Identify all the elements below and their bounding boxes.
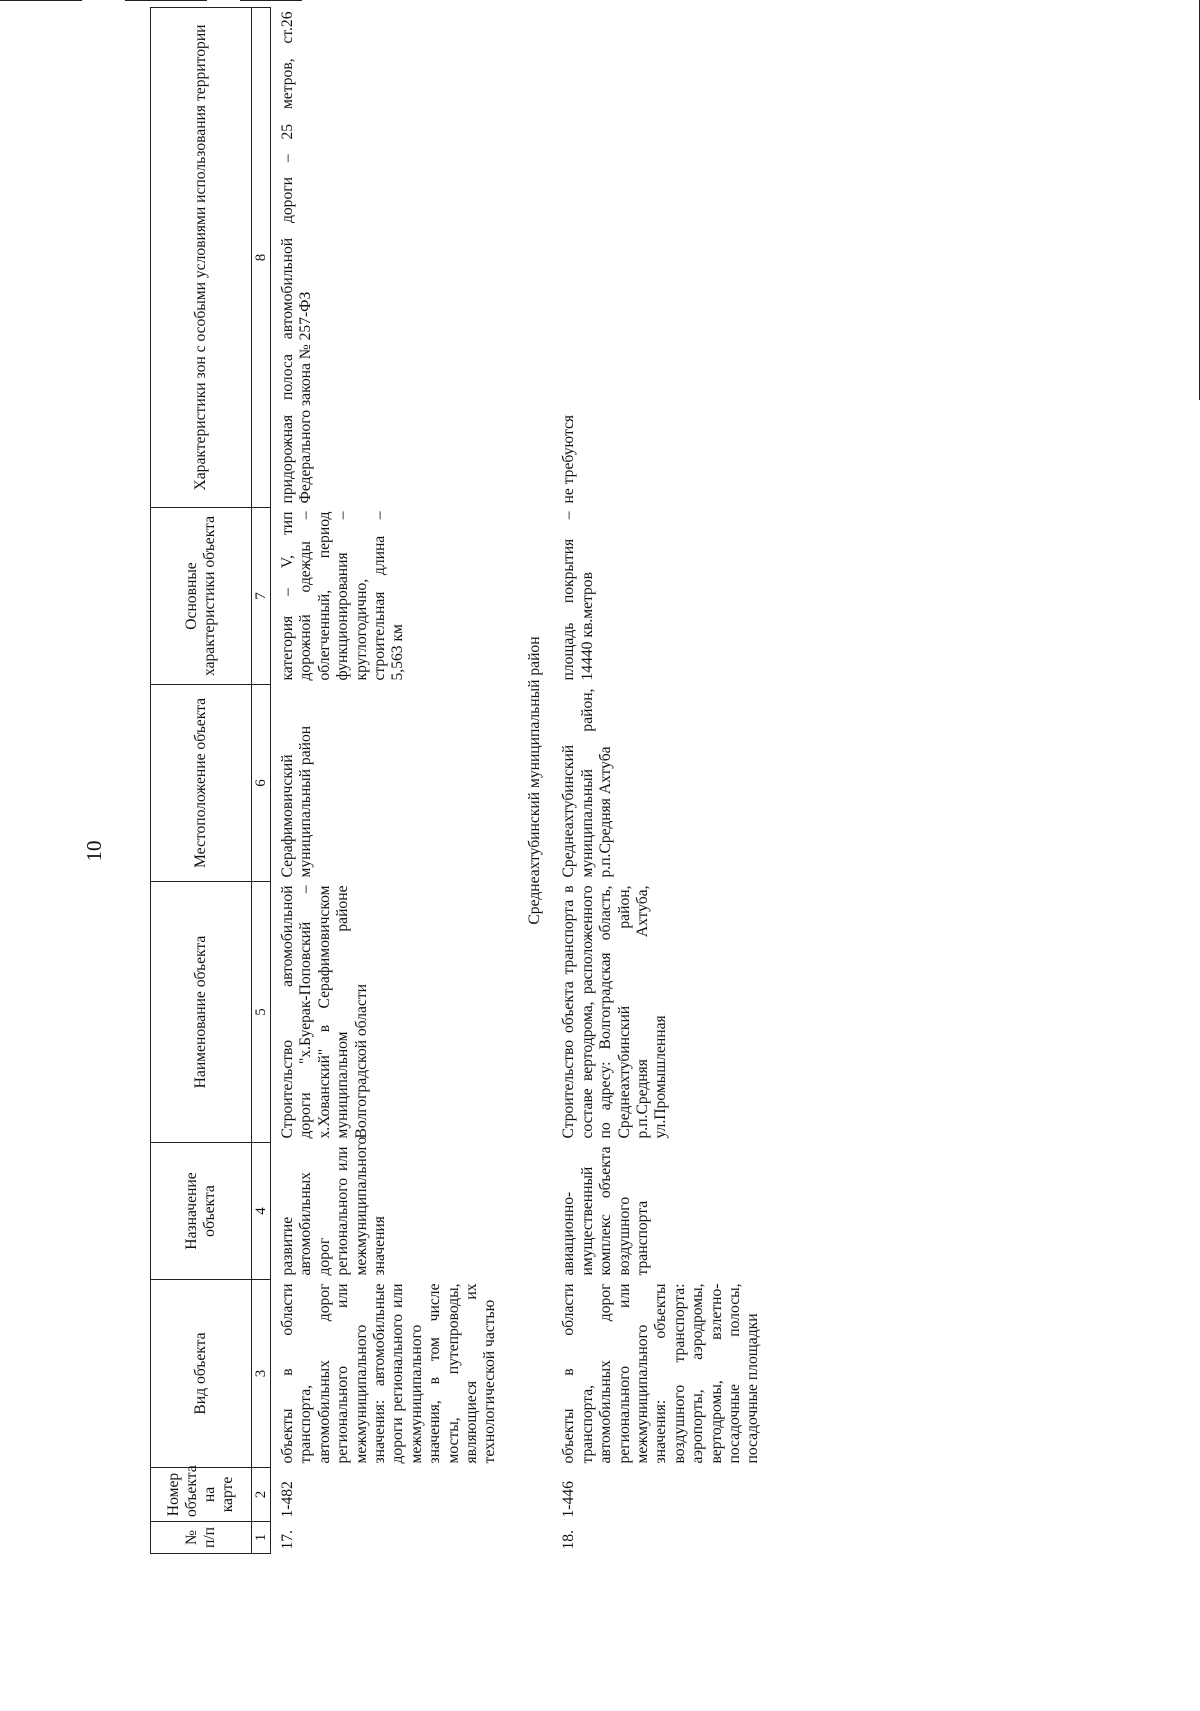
column-number: 3 xyxy=(252,1280,271,1468)
district-heading: Среднеахтубинский муниципальный район xyxy=(525,636,543,925)
column-number: 2 xyxy=(252,1468,271,1522)
zone-characteristics: придорожная полоса автомобильной дороги – 25 метров, ст.26 Федерального закона № 257-ФЗ xyxy=(279,11,315,504)
object-purpose: авиационно-имущественный комплекс объекта воздушного транспорта xyxy=(560,1146,651,1276)
header-cell: № п/п xyxy=(151,1522,252,1554)
column-number: 4 xyxy=(252,1143,271,1280)
header-cell: Характеристики зон с особыми условиями использования территории xyxy=(151,8,252,508)
object-type: объекты в области транспорта, автомобильных дорог регионального или межмуниципального значения: объекты воздушного транспорта: аэропорты, аэродромы, вертодромы, взлетно-посадочные полосы, посадочные площадки xyxy=(560,1283,762,1464)
page-number: 10 xyxy=(82,840,106,862)
map-object-number: 1-482 xyxy=(279,1481,296,1518)
column-number: 7 xyxy=(252,508,271,685)
table-header-row xyxy=(151,8,252,1554)
header-cell: Местоположение объекта xyxy=(151,685,252,882)
column-number-row xyxy=(252,8,271,1554)
column-number: 6 xyxy=(252,685,271,882)
header-cell: Вид объекта xyxy=(151,1280,252,1468)
column-number: 5 xyxy=(252,882,271,1143)
header-cell: Номер объекта на карте xyxy=(151,1468,252,1522)
object-characteristics: категория – V, тип дорожной одежды – облегченный, период функционирования – круглогодично, строительная длина – 5,563 км xyxy=(279,511,407,681)
header-cell: Назначение объекта xyxy=(151,1143,252,1280)
header-cell: Основные характеристики объекта xyxy=(151,508,252,685)
district-heading-row xyxy=(500,8,558,1554)
object-purpose: развитие автомобильных дорог регионального или межмуниципального значения xyxy=(279,1136,389,1276)
header-cell: Наименование объекта xyxy=(151,882,252,1143)
zone-characteristics: не требуются xyxy=(560,414,578,504)
column-number: 1 xyxy=(252,1522,271,1554)
object-name: Строительство автомобильной дороги "х.Буерак-Поповский – х.Хованский" в Серафимовичском муниципальном районе Волгоградской области xyxy=(279,885,370,1139)
object-name: Строительство объекта транспорта в составе вертодрома, расположенного по адресу: Волгоградская область, Среднеахтубинский район, р.п.Средняя Ахтуба, ул.Промышленная xyxy=(560,885,670,1139)
row-number: 17. xyxy=(279,1530,296,1550)
row-number: 18. xyxy=(560,1530,578,1550)
table-row xyxy=(558,8,762,1554)
object-location: Среднеахтубинский муниципальный район, р.п.Средняя Ахтуба xyxy=(560,688,615,878)
object-location: Серафимовичский муниципальный район xyxy=(279,725,315,878)
planning-objects-table xyxy=(150,7,763,1554)
table-row xyxy=(271,8,500,1554)
map-object-number: 1-446 xyxy=(560,1481,578,1518)
object-characteristics: площадь покрытия – 14440 кв.метров xyxy=(560,511,596,681)
object-type: объекты в области транспорта, автомобильных дорог регионального или межмуниципального значения: автомобильные дороги регионального или межмуниципального значения, в том числе мосты, путепроводы, являющиеся их технологической частью xyxy=(279,1283,499,1464)
column-number: 8 xyxy=(252,8,271,508)
